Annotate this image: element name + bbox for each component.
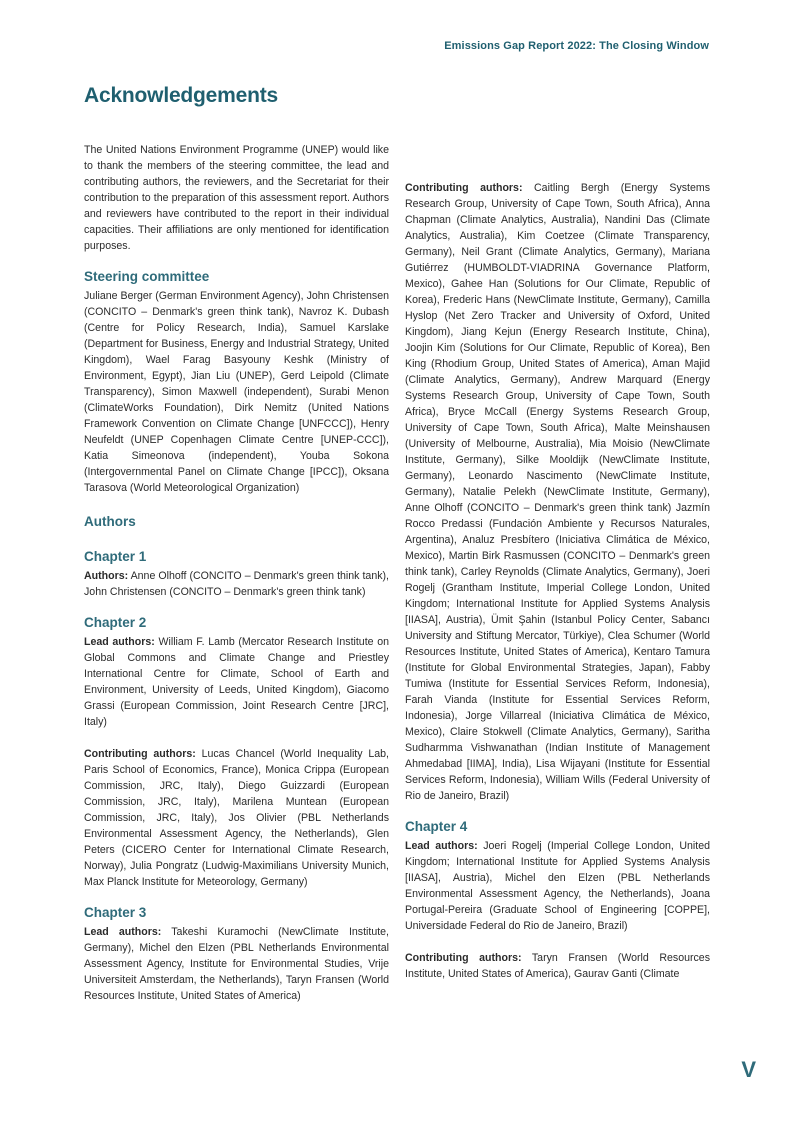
- lead-authors-label: Lead authors:: [405, 840, 478, 852]
- chapter-2-heading: Chapter 2: [84, 615, 147, 630]
- contributing-authors-label: Contributing authors:: [405, 952, 522, 964]
- chapter-4-lead-authors: [405, 838, 710, 934]
- left-column: [84, 142, 389, 1004]
- running-header: Emissions Gap Report 2022: The Closing Window: [444, 40, 709, 52]
- chapter-2-lead-authors: [84, 634, 389, 730]
- chapter-3-heading: Chapter 3: [84, 905, 147, 920]
- chapter-1-authors-text: Anne Olhoff (CONCITO – Denmark's green think tank), John Christensen (CONCITO – Denmark's green think tank): [84, 570, 389, 598]
- chapter-2-contributing-authors: [84, 746, 389, 890]
- authors-label: Authors:: [84, 570, 129, 582]
- chapter-1-heading: Chapter 1: [84, 549, 147, 564]
- chapter-3-lead-authors: [84, 924, 389, 1004]
- contributing-authors-label: Contributing authors:: [405, 182, 523, 194]
- lead-authors-label: Lead authors:: [84, 926, 162, 938]
- authors-heading: Authors: [84, 514, 136, 529]
- chapter-2-contrib-text: Lucas Chancel (World Inequality Lab, Paris School of Economics, France), Monica Crippa (European Commission, JRC, Italy), Diego Guizzardi (European Commission, JRC, Italy), Marilena Muntean (European Commission, JRC, Italy), Jos Olivier (PBL Netherlands Environmental Assessment Agency, the Netherlands), Glen Peters (CICERO Center for International Climate Research, Norway), Julia Pongratz (Ludwig-Maximilians University Munich, Max Planck Institute for Meteorology, Germany): [84, 748, 389, 888]
- chapter-4-contrib-text: Taryn Fransen (World Resources Institute, United States of America), Gaurav Ganti (Climate: [405, 952, 710, 980]
- chapter-3-contrib-text: Caitling Bergh (Energy Systems Research Group, University of Cape Town, South Africa), Anna Chapman (Climate Analytics, Australia), Nandini Das (Climate Analytics, Australia), Kim Coetzee (Climate Transparency, Germany), Neil Grant (Climate Analytics, Germany), Mariana Gutiérrez (HUMBOLDT-VIADRINA Governance Platform, Mexico), Gahee Han (Solutions for Our Climate, Republic of Korea), Frederic Hans (NewClimate Institute, Germany), Camilla Hyslop (Net Zero Tracker and University of Oxford, United Kingdom), Jiang Kejun (Energy Research Institute, China), Joojin Kim (Solutions for Our Climate, Republic of Korea), Ben King (Rhodium Group, United States of America), Aman Majid (Climate Analytics, Germany), Andrew Marquard (Energy Systems Research Group, University of Cape Town, South Africa), Bryce McCall (Energy Systems Research Group, University of Cape Town, South Africa), Malte Meinshausen (University of Melbourne, Australia), Mia Moisio (NewClimate Institute, Germany), Silke Mooldijk (NewClimate Institute, Germany), Leonardo Nascimento (NewClimate Institute, Germany), Natalie Pelekh (NewClimate Institute, Germany), Anne Olhoff (CONCITO – Denmark's green think tank) Jazmín Rocco Predassi (Fundación Ambiente y Recursos Naturales, Argentina), Analuz Presbítero (Iniciativa Climática de México, Mexico), Martin Birk Rasmussen (CONCITO – Denmark's green think tank), Carley Reynolds (Climate Analytics, Germany), Joeri Rogelj (Grantham Institute, Imperial College London, United Kingdom; International Institute for Applied Systems Analysis [IIASA], Austria), Ümit Şahin (Istanbul Policy Center, Sabancı University and Stiftung Mercator, Türkiye), Clea Schumer (World Resources Institute, United States of America), Kentaro Tamura (Institute for Global Environmental Strategies, Japan), Fabby Tumiwa (Institute for Essential Services Reform, Indonesia), Farah Vianda (Institute for Essential Services Reform, Indonesia), Jorge Villarreal (Iniciativa Climática de México, Mexico), Claire Stokwell (Climate Analytics, Germany), Saritha Sudharmma Vishwanathan (Indian Institute of Management Ahmedabad [IIMA], India), Lisa Wijayani (Institute for Essential Services Reform, Indonesia), William Wills (Federal University of Rio de Janeiro, Brazil): [405, 182, 710, 802]
- chapter-3-contributing-authors: [405, 180, 710, 804]
- contributing-authors-label: Contributing authors:: [84, 748, 196, 760]
- page-title: Acknowledgements: [84, 84, 279, 107]
- chapter-4-contributing-authors: [405, 950, 710, 982]
- chapter-3-lead-text: Takeshi Kuramochi (NewClimate Institute, Germany), Michel den Elzen (PBL Netherlands Environmental Assessment Agency, Institute for Environmental Studies, Vrije Universiteit Amsterdam, the Netherlands), Taryn Fransen (World Resources Institute, United States of America): [84, 926, 389, 1002]
- chapter-4-heading: Chapter 4: [405, 819, 468, 834]
- page-number: V: [741, 1057, 756, 1082]
- right-column: [405, 142, 710, 982]
- chapter-1-authors: [84, 568, 389, 600]
- steering-committee-text: Juliane Berger (German Environment Agency), John Christensen (CONCITO – Denmark's green think tank), Navroz K. Dubash (Centre for Policy Research, India), Samuel Karslake (Department for Business, Energy and Industrial Strategy, United Kingdom), Wael Farag Basyouny Keshk (Ministry of Environment, Egypt), Jian Liu (UNEP), Gerd Leipold (Climate Transparency), Simon Maxwell (independent), Surabi Menon (ClimateWorks Foundation), Dirk Nemitz (United Nations Framework Convention on Climate Change [UNFCCC]), Henry Neufeldt (UNEP Copenhagen Climate Centre [UNEP-CCC]), Katia Simeonova (independent), Youba Sokona (Intergovernmental Panel on Climate Change [IPCC]), Oksana Tarasova (World Meteorological Organization): [84, 290, 390, 494]
- lead-authors-label: Lead authors:: [84, 636, 155, 648]
- chapter-4-lead-text: Joeri Rogelj (Imperial College London, United Kingdom; International Institute for Applied Systems Analysis [IIASA], Austria), Michel den Elzen (PBL Netherlands Environmental Assessment Agency, the Netherlands), Joana Portugal-Pereira (Graduate School of Engineering [COPPE], Universidade Federal do Rio de Janeiro, Brazil): [405, 840, 711, 932]
- chapter-2-lead-text: William F. Lamb (Mercator Research Institute on Global Commons and Climate Change and Priestley International Centre for Climate, School of Earth and Environment, University of Leeds, United Kingdom), Giacomo Grassi (European Commission, Joint Research Centre [JRC], Italy): [84, 636, 389, 728]
- intro-paragraph: The United Nations Environment Programme (UNEP) would like to thank the members of the steering committee, the lead and contributing authors, the reviewers, and the Secretariat for their contribution to the preparation of this assessment report. Authors and reviewers have contributed to the report in their individual capacities. Their affiliations are only mentioned for identification purposes.: [84, 144, 389, 252]
- steering-committee-heading: Steering committee: [84, 269, 210, 284]
